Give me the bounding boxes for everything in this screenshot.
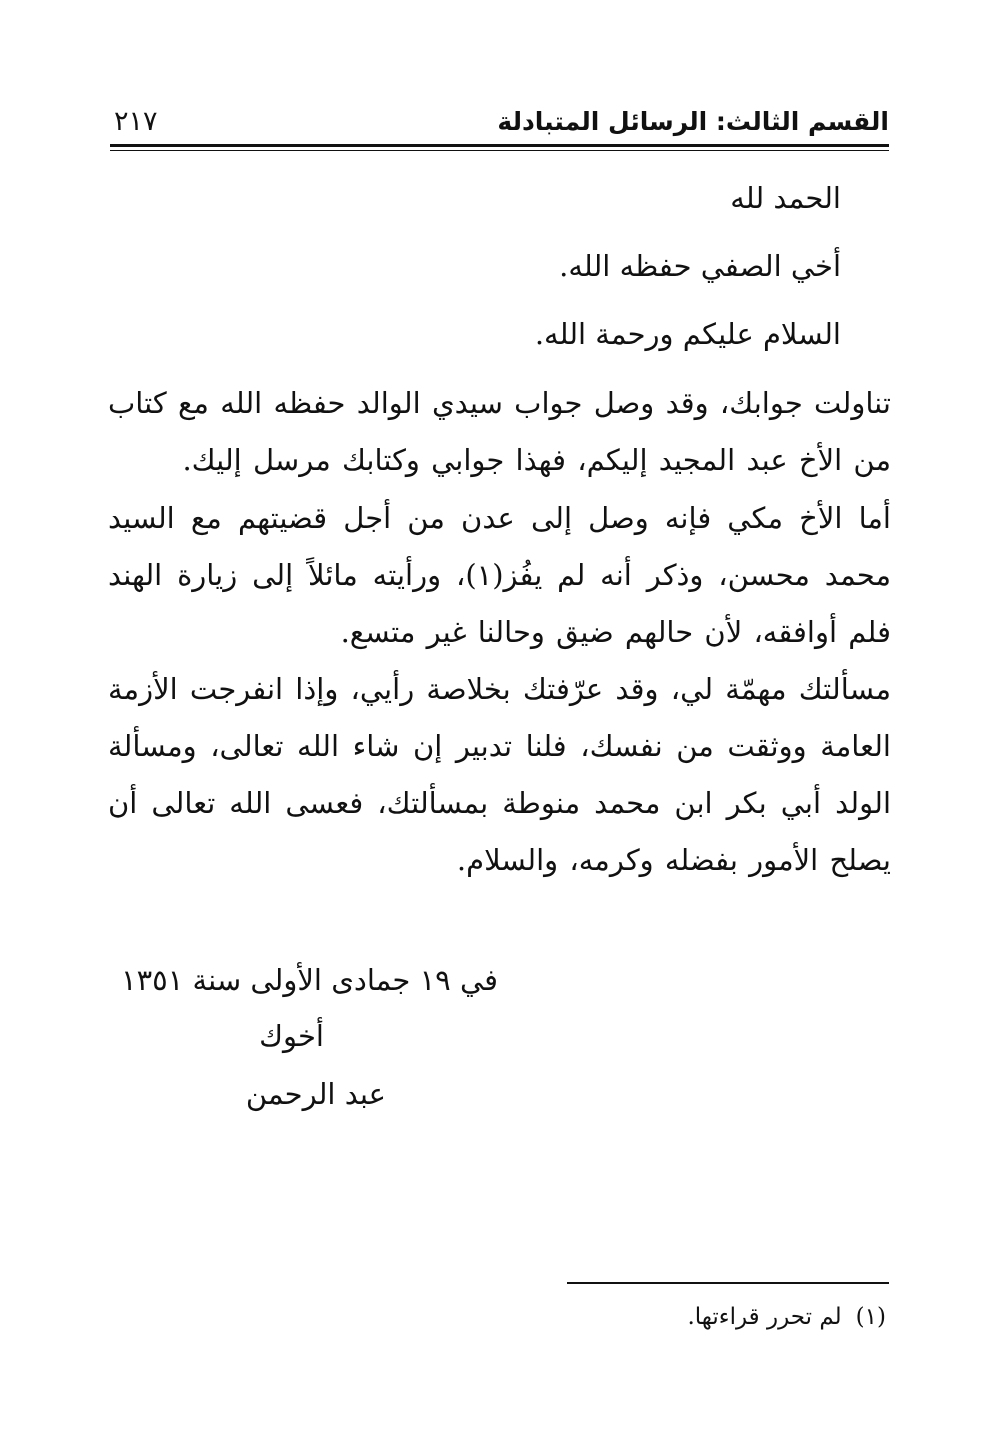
- footnote: [687, 1302, 886, 1332]
- letter-paragraph-1: تناولت جوابك، وقد وصل جواب سيدي الوالد حفظه الله مع كتاب من الأخ عبد المجيد إليكم، فهذا جوابي وكتابك مرسل إليك.: [108, 386, 891, 477]
- letter-addressee: أخي الصفي حفظه الله.: [559, 249, 841, 283]
- page-header: [110, 104, 889, 144]
- letter-greeting: السلام عليكم ورحمة الله.: [534, 317, 841, 351]
- footnote-separator: [567, 1282, 889, 1284]
- letter-signature: عبد الرحمن: [245, 1077, 386, 1111]
- letter-paragraph-3: مسألتك مهمّة لي، وقد عرّفتك بخلاصة رأيي، وإذا انفرجت الأزمة العامة ووثقت من نفسك، فلنا تدبير إن شاء الله تعالى، ومسألة الولد أبي بكر ابن محمد منوطة بمسألتك، فعسى الله تعالى أن يصلح الأمور بفضله وكرمه، والسلام.: [108, 672, 891, 877]
- page-number: ٢١٧: [114, 106, 158, 137]
- footnote-marker: (١): [855, 1304, 886, 1330]
- running-header-title: القسم الثالث: الرسائل المتبادلة: [497, 107, 889, 136]
- letter-paragraph-2: أما الأخ مكي فإنه وصل إلى عدن من أجل قضيتهم مع السيد محمد محسن، وذكر أنه لم يفُز(١)، ورأيته مائلاً إلى زيارة الهند فلم أوافقه، لأن حالهم ضيق وحالنا غير متسع.: [108, 501, 891, 649]
- letter-date: في ١٩ جمادى الأولى سنة ١٣٥١: [121, 963, 498, 997]
- letter-opening: الحمد لله: [730, 181, 841, 215]
- header-rule-thick: [110, 144, 889, 147]
- letter-closing: أخوك: [259, 1019, 324, 1053]
- header-rule-thin: [110, 150, 889, 151]
- footnote-text: لم تحرر قراءتها.: [687, 1304, 842, 1330]
